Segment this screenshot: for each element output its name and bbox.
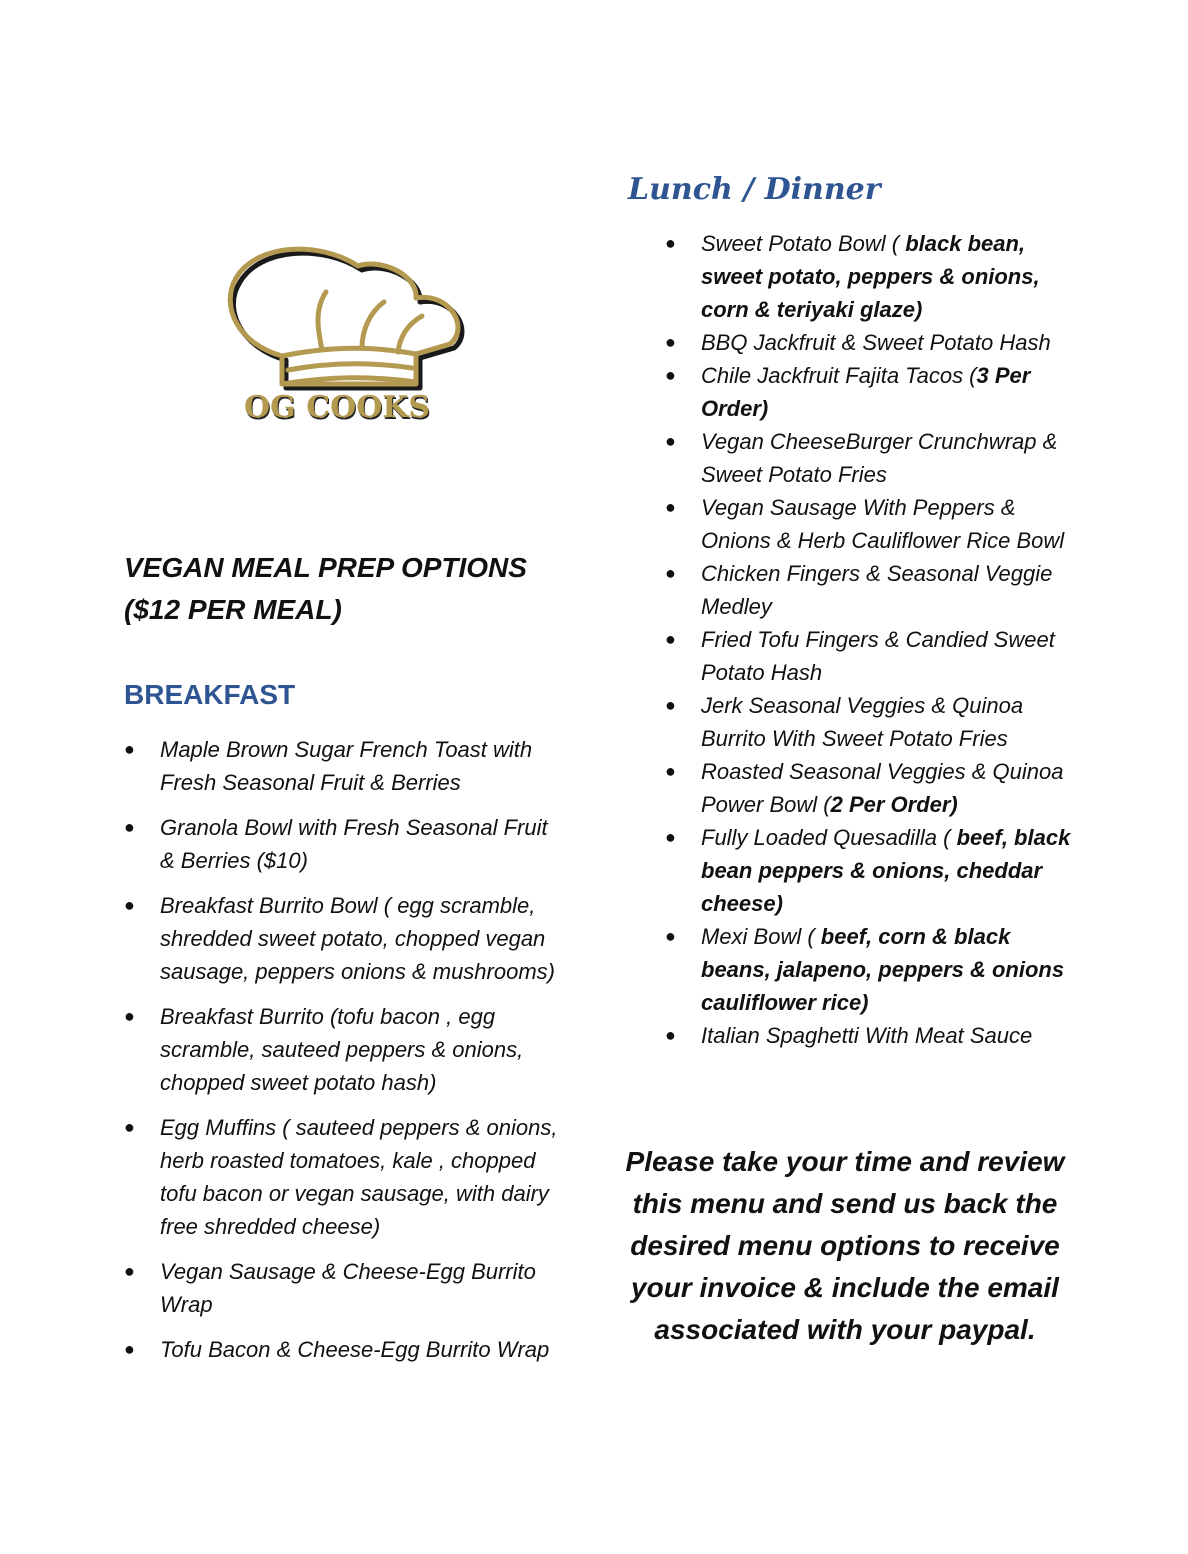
title-line-1: VEGAN MEAL PREP OPTIONS bbox=[124, 552, 527, 583]
bullet-icon: ● bbox=[665, 233, 676, 253]
lunch-item bbox=[665, 425, 1075, 491]
lunch-dinner-list bbox=[665, 227, 1075, 1052]
lunch-item bbox=[665, 689, 1075, 755]
bullet-icon: ● bbox=[665, 926, 676, 946]
title-line-2: ($12 PER MEAL) bbox=[124, 594, 342, 625]
breakfast-item-text: Vegan Sausage & Cheese-Egg Burrito Wrap bbox=[160, 1259, 536, 1317]
bullet-icon: ● bbox=[665, 563, 676, 583]
lunch-item bbox=[665, 491, 1075, 557]
bullet-icon: ● bbox=[124, 1117, 135, 1137]
breakfast-item-text: Granola Bowl with Fresh Seasonal Fruit & Berries ($10) bbox=[160, 815, 548, 873]
logo-text: OG COOKS bbox=[244, 390, 431, 425]
lunch-item-text: Fully Loaded Quesadilla ( bbox=[701, 825, 957, 850]
lunch-item bbox=[665, 326, 1075, 359]
bullet-icon: ● bbox=[665, 1025, 676, 1045]
lunch-item bbox=[665, 1019, 1075, 1052]
lunch-item bbox=[665, 359, 1075, 425]
breakfast-item bbox=[124, 889, 564, 988]
bullet-icon: ● bbox=[665, 761, 676, 781]
chef-hat-icon bbox=[222, 240, 472, 395]
breakfast-item-text: Tofu Bacon & Cheese-Egg Burrito Wrap bbox=[160, 1337, 550, 1362]
bullet-icon: ● bbox=[665, 497, 676, 517]
bullet-icon: ● bbox=[124, 1261, 135, 1281]
bullet-icon: ● bbox=[665, 431, 676, 451]
lunch-item bbox=[665, 821, 1075, 920]
bullet-icon: ● bbox=[124, 817, 135, 837]
lunch-item-text: Vegan CheeseBurger Crunchwrap & Sweet Potato Fries bbox=[701, 429, 1058, 487]
page-title bbox=[124, 547, 584, 631]
lunch-item-text: Fried Tofu Fingers & Candied Sweet Potato Hash bbox=[701, 627, 1055, 685]
breakfast-item bbox=[124, 733, 564, 799]
og-cooks-logo bbox=[222, 240, 472, 430]
lunch-item-detail: 2 Per Order) bbox=[830, 792, 958, 817]
lunch-item-text: Chicken Fingers & Seasonal Veggie Medley bbox=[701, 561, 1053, 619]
bullet-icon: ● bbox=[124, 895, 135, 915]
lunch-item bbox=[665, 623, 1075, 689]
lunch-dinner-heading: Lunch / Dinner bbox=[628, 172, 881, 207]
lunch-item-text: Italian Spaghetti With Meat Sauce bbox=[701, 1023, 1033, 1048]
lunch-item-text: Roasted Seasonal Veggies & Quinoa Power Bowl ( bbox=[701, 759, 1064, 817]
bullet-icon: ● bbox=[124, 1006, 135, 1026]
breakfast-heading: BREAKFAST bbox=[124, 679, 296, 710]
lunch-item-text: Chile Jackfruit Fajita Tacos ( bbox=[701, 363, 977, 388]
breakfast-item bbox=[124, 1000, 564, 1099]
breakfast-item bbox=[124, 811, 564, 877]
breakfast-item-text: Breakfast Burrito Bowl ( egg scramble, shredded sweet potato, chopped vegan sausage, peppers onions & mushrooms) bbox=[160, 893, 555, 984]
lunch-item bbox=[665, 755, 1075, 821]
breakfast-list bbox=[124, 733, 564, 1378]
lunch-item-text: Jerk Seasonal Veggies & Quinoa Burrito With Sweet Potato Fries bbox=[701, 693, 1024, 751]
closing-message: Please take your time and review this menu and send us back the desired menu options to receive your invoice & include the email associated with your paypal. bbox=[625, 1146, 1065, 1345]
breakfast-item bbox=[124, 1111, 564, 1243]
lunch-item-detail: beef, corn & black beans, jalapeno, peppers & onions cauliflower rice) bbox=[701, 924, 1065, 1015]
lunch-item bbox=[665, 557, 1075, 623]
lunch-item bbox=[665, 920, 1075, 1019]
bullet-icon: ● bbox=[124, 739, 135, 759]
lunch-item-detail: beef, black bean peppers & onions, cheddar cheese) bbox=[701, 825, 1071, 916]
lunch-item-detail: 3 Per Order) bbox=[701, 363, 1031, 421]
bullet-icon: ● bbox=[665, 332, 676, 352]
bullet-icon: ● bbox=[124, 1339, 135, 1359]
lunch-item-text: BBQ Jackfruit & Sweet Potato Hash bbox=[701, 330, 1051, 355]
lunch-item-text: Mexi Bowl ( bbox=[701, 924, 821, 949]
bullet-icon: ● bbox=[665, 827, 676, 847]
breakfast-item bbox=[124, 1255, 564, 1321]
breakfast-item bbox=[124, 1333, 564, 1366]
bullet-icon: ● bbox=[665, 695, 676, 715]
lunch-item-text: Vegan Sausage With Peppers & Onions & Herb Cauliflower Rice Bowl bbox=[701, 495, 1065, 553]
breakfast-item-text: Maple Brown Sugar French Toast with Fresh Seasonal Fruit & Berries bbox=[160, 737, 533, 795]
breakfast-item-text: Breakfast Burrito (tofu bacon , egg scramble, sauteed peppers & onions, chopped sweet potato hash) bbox=[160, 1004, 524, 1095]
lunch-item bbox=[665, 227, 1075, 326]
bullet-icon: ● bbox=[665, 629, 676, 649]
lunch-item-detail: black bean, sweet potato, peppers & onions, corn & teriyaki glaze) bbox=[701, 231, 1040, 322]
lunch-item-text: Sweet Potato Bowl ( bbox=[701, 231, 906, 256]
breakfast-item-text: Egg Muffins ( sauteed peppers & onions, herb roasted tomatoes, kale , chopped tofu bacon or vegan sausage, with dairy free shredded cheese) bbox=[160, 1115, 558, 1239]
bullet-icon: ● bbox=[665, 365, 676, 385]
